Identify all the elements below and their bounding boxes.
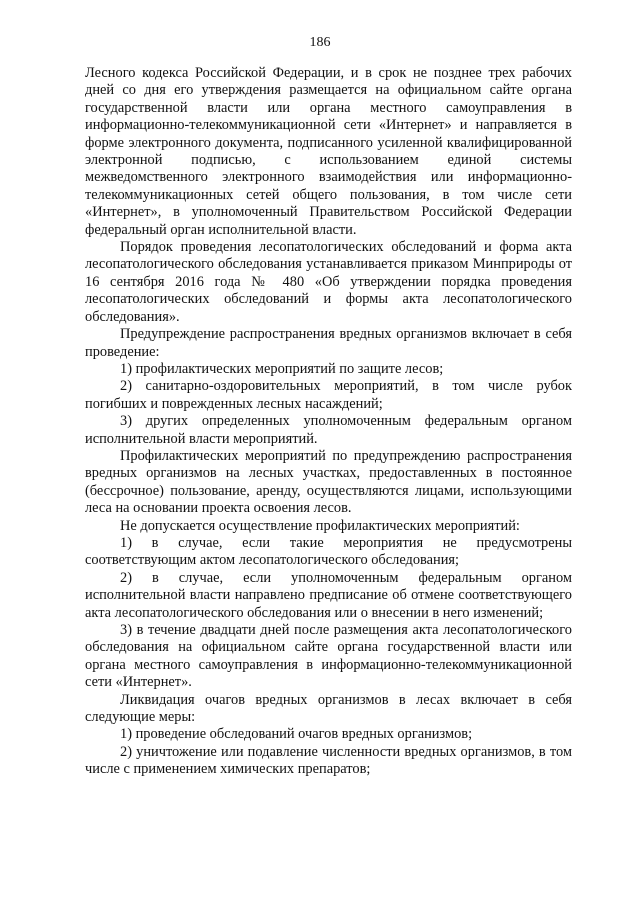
paragraph-prevention-intro: Предупреждение распространения вредных организмов включает в себя проведение:: [85, 326, 572, 360]
list-item-not-allowed-3: 3) в течение двадцати дней после размещения акта лесопатологического обследования на официальном сайте органа государственной власти или органа местного самоуправления в информационно-телекоммуникационной сети «Интернет».: [85, 622, 572, 691]
paragraph-prophylactic: Профилактических мероприятий по предупреждению распространения вредных организмов на лесных участках, предоставленных в постоянное (бессрочное) пользование, аренду, осуществляются лицами, использующими леса на основании проекта освоения лесов.: [85, 447, 572, 517]
list-item-liquidation-1: 1) проведение обследований очагов вредных организмов;: [120, 726, 473, 743]
paragraph-liquidation-intro: Ликвидация очагов вредных организмов в лесах включает в себя следующие меры:: [85, 691, 572, 726]
paragraph-not-allowed-intro: Не допускается осуществление профилактических мероприятий:: [120, 517, 520, 534]
paragraph-procedure: Порядок проведения лесопатологических обследований и форма акта лесопатологического обследования устанавливается приказом Минприроды от 16 сентября 2016 года № 480 «Об утверждении порядка проведения лесопатологических обследований и формы акта лесопатологического обследования».: [85, 239, 572, 325]
document-body: [85, 65, 572, 779]
paragraph-continuation: Лесного кодекса Российской Федерации, и в срок не позднее трех рабочих дней со дня его утверждения размещается на официальном сайте органа государственной власти или органа местного самоуправления в информационно-телекоммуникационной сети «Интернет» и направляется в форме электронного документа, подписанного усиленной квалифицированной электронной подписью, с использованием единой системы межведомственного электронного взаимодействия или информационно-телекоммуникационных сетей общего пользования, в том числе сети «Интернет», в уполномоченный Правительством Российской Федерации федеральный орган исполнительной власти.: [85, 65, 572, 238]
list-item-not-allowed-1: 1) в случае, если такие мероприятия не предусмотрены соответствующим актом лесопатологического обследования;: [85, 534, 572, 569]
page-number: 186: [309, 35, 331, 50]
list-item-prevention-3: 3) других определенных уполномоченным федеральным органом исполнительной власти мероприятий.: [85, 413, 572, 447]
list-item-prevention-1: 1) профилактических мероприятий по защите лесов;: [120, 360, 444, 377]
list-item-liquidation-2: 2) уничтожение или подавление численности вредных организмов, в том числе с применением химических препаратов;: [85, 743, 572, 778]
list-item-not-allowed-2: 2) в случае, если уполномоченным федеральным органом исполнительной власти направлено предписание об отмене соответствующего акта лесопатологического обследования или о внесении в него изменений;: [85, 569, 572, 621]
list-item-prevention-2: 2) санитарно-оздоровительных мероприятий, в том числе рубок погибших и поврежденных лесных насаждений;: [85, 378, 572, 412]
